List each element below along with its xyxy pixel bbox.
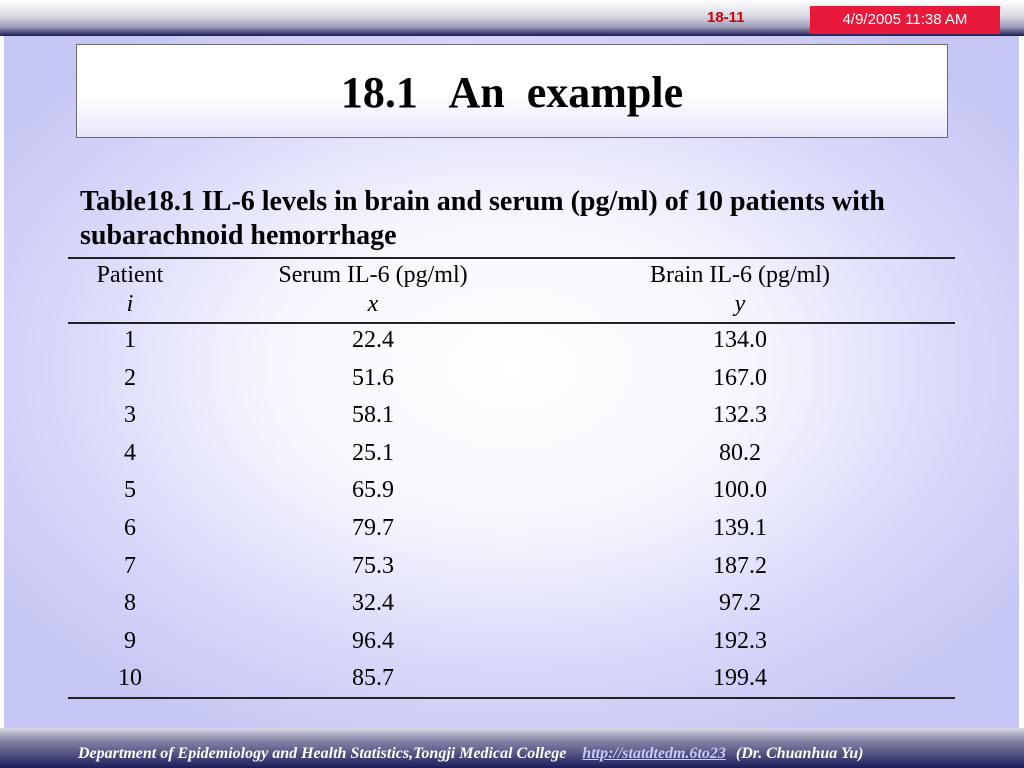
header-patient: Patient bbox=[96, 262, 164, 288]
symbol-i: i bbox=[126, 291, 134, 317]
patient-cell: 8 bbox=[124, 590, 136, 617]
brain-cell: 139.1 bbox=[713, 515, 767, 541]
brain-cell: 100.0 bbox=[713, 477, 767, 504]
brain-cell: 187.2 bbox=[713, 552, 767, 579]
patient-cell: 7 bbox=[124, 552, 136, 579]
brain-cell: 80.2 bbox=[719, 439, 761, 466]
slide-title: 18.1 An example bbox=[340, 68, 684, 117]
patient-cell: 10 bbox=[118, 665, 142, 692]
brain-cell: 199.4 bbox=[713, 665, 767, 692]
table-header-rule bbox=[68, 322, 955, 324]
patient-cell: 9 bbox=[124, 627, 136, 654]
patient-cell: 1 bbox=[124, 327, 136, 353]
patient-cell: 3 bbox=[124, 402, 136, 429]
header-brain: Brain IL-6 (pg/ml) bbox=[650, 262, 830, 288]
patient-cell: 2 bbox=[124, 364, 136, 391]
symbol-x: x bbox=[367, 291, 379, 317]
serum-cell: 96.4 bbox=[352, 627, 394, 654]
table-top-rule bbox=[68, 257, 955, 259]
brain-cell: 134.0 bbox=[713, 327, 767, 353]
serum-cell: 58.1 bbox=[352, 402, 394, 429]
serum-cell: 79.7 bbox=[352, 515, 394, 541]
header-serum: Serum IL-6 (pg/ml) bbox=[278, 262, 468, 288]
table-caption: Table18.1 IL-6 levels in brain and serum (pg/ml) of 10 patients with subarachnoid hemorrhage bbox=[80, 186, 885, 251]
footer-department: Department of Epidemiology and Health Statistics,Tongji Medical College bbox=[78, 745, 567, 762]
patient-cell: 4 bbox=[124, 439, 136, 466]
table-bottom-rule bbox=[68, 697, 955, 699]
serum-cell: 51.6 bbox=[352, 364, 394, 391]
footer bbox=[78, 745, 864, 763]
patient-cell: 6 bbox=[124, 515, 136, 541]
serum-cell: 32.4 bbox=[352, 590, 394, 617]
brain-cell: 167.0 bbox=[713, 364, 767, 391]
slide-number: 18-11 bbox=[707, 9, 745, 26]
brain-cell: 132.3 bbox=[713, 402, 767, 429]
footer-author: (Dr. Chuanhua Yu) bbox=[735, 745, 864, 762]
footer-link[interactable]: http://statdtedm.6to23 bbox=[582, 745, 726, 762]
serum-cell: 75.3 bbox=[352, 552, 394, 579]
brain-cell: 97.2 bbox=[719, 590, 761, 617]
serum-cell: 25.1 bbox=[352, 439, 394, 466]
symbol-y: y bbox=[734, 291, 746, 317]
title-box bbox=[76, 44, 948, 138]
serum-cell: 85.7 bbox=[352, 665, 394, 692]
brain-cell: 192.3 bbox=[713, 627, 767, 654]
serum-cell: 65.9 bbox=[352, 477, 394, 504]
serum-cell: 22.4 bbox=[352, 327, 394, 353]
datetime-badge: 4/9/2005 11:38 AM bbox=[810, 6, 1000, 34]
patient-cell: 5 bbox=[124, 477, 136, 504]
